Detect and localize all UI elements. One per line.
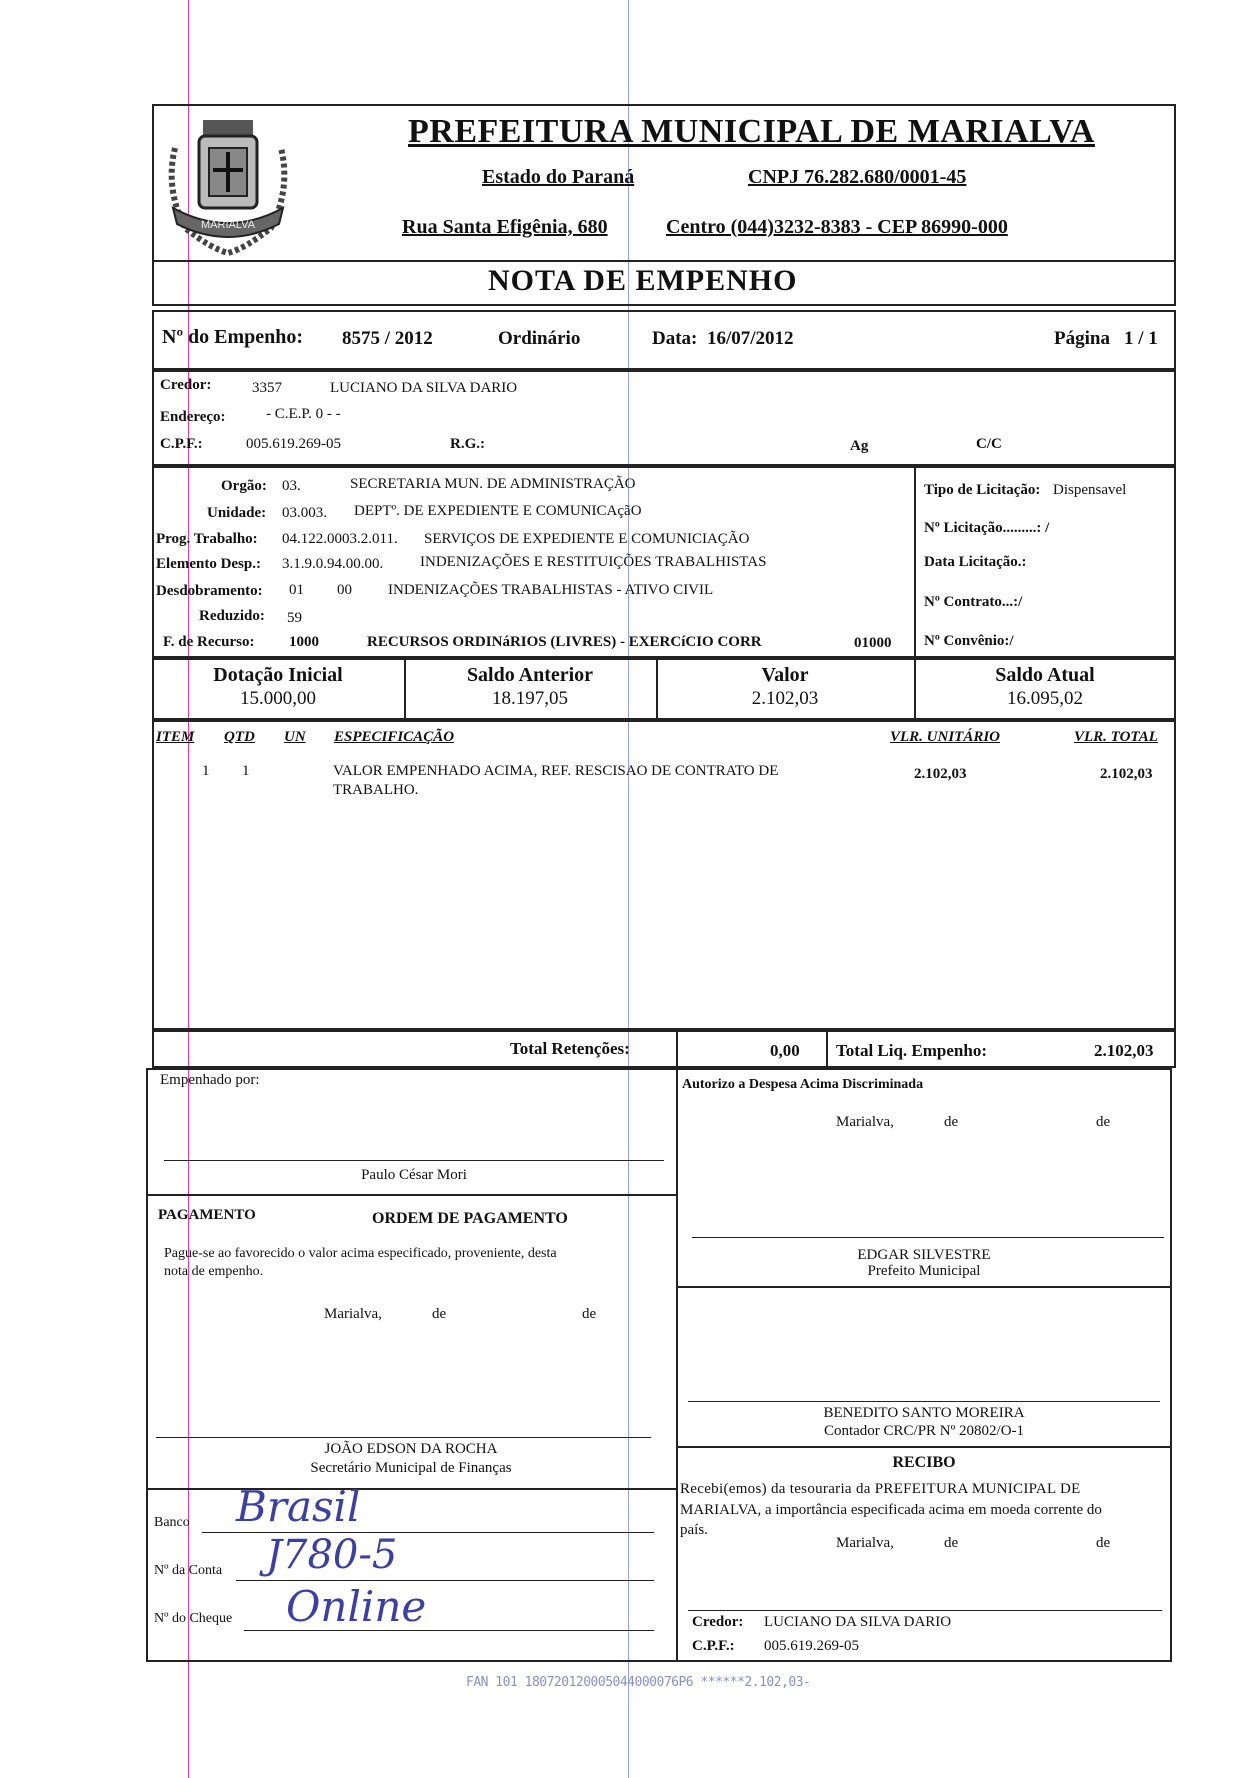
empenhado-por-name: Paulo César Mori xyxy=(361,1167,467,1183)
desdobramento-name: INDENIZAÇÕES TRABALHISTAS - ATIVO CIVIL xyxy=(388,582,714,598)
contador-signature-line xyxy=(688,1401,1160,1402)
cheque-label: Nº do Cheque xyxy=(154,1611,233,1626)
svg-text:MARIALVA: MARIALVA xyxy=(201,219,255,231)
pagamento-place: Marialva, xyxy=(324,1306,382,1322)
address-label: Endereço: xyxy=(160,409,226,425)
elemento-name: INDENIZAÇÕES E RESTITUIÇÕES TRABALHISTAS xyxy=(420,554,767,570)
tipo-licitacao-value: Dispensavel xyxy=(1053,482,1127,498)
empenho-number-label: Nº do Empenho: xyxy=(162,326,304,348)
footer-machine-code: FAN 101 180720120005044000076P6 ******2.102,03- xyxy=(466,1675,811,1690)
orgao-code: 03. xyxy=(282,478,301,494)
reduzido-value: 59 xyxy=(287,610,302,626)
address-value: - C.E.P. 0 - - xyxy=(266,406,341,422)
orgao-label: Orgão: xyxy=(221,478,267,494)
banco-label: Banco xyxy=(154,1515,190,1530)
state-name: Estado do Paraná xyxy=(482,166,635,188)
pagamento-label: PAGAMENTO xyxy=(158,1207,256,1223)
cheque-handwritten-value: Online xyxy=(286,1582,427,1631)
empenhado-signature-line xyxy=(164,1160,664,1161)
prog-trabalho-label: Prog. Trabalho: xyxy=(156,531,258,547)
col-un: UN xyxy=(284,729,306,745)
elemento-label: Elemento Desp.: xyxy=(156,556,261,572)
conta-label: Nº da Conta xyxy=(154,1563,223,1578)
autorizo-title: Autorizo a Despesa Acima Discriminada xyxy=(682,1077,924,1092)
retencoes-value: 0,00 xyxy=(770,1041,800,1060)
recibo-de2: de xyxy=(1096,1535,1111,1551)
contador-role: Contador CRC/PR Nº 20802/O-1 xyxy=(823,1423,1025,1439)
saldo-atual-value: 16.095,02 xyxy=(1007,688,1083,709)
col-qtd: QTD xyxy=(224,729,255,745)
reduzido-label: Reduzido: xyxy=(199,608,265,624)
recurso-code: 1000 xyxy=(289,634,319,650)
autorizo-de1: de xyxy=(944,1114,959,1130)
credor-code: 3357 xyxy=(252,380,282,396)
saldo-anterior-label: Saldo Anterior xyxy=(466,664,594,686)
elemento-code: 3.1.9.0.94.00.00. xyxy=(282,556,384,572)
empenho-type: Ordinário xyxy=(498,328,581,349)
desdobramento-label: Desdobramento: xyxy=(156,583,263,599)
valor-label: Valor xyxy=(761,664,809,686)
saldo-atual-label: Saldo Atual xyxy=(995,664,1095,686)
secretario-name: JOÃO EDSON DA ROCHA xyxy=(324,1441,498,1457)
pagamento-de1: de xyxy=(432,1306,447,1322)
recibo-credor-label: Credor: xyxy=(692,1614,744,1630)
ag-label: Ag xyxy=(850,438,869,454)
page-value: 1 / 1 xyxy=(1124,328,1158,349)
desdobramento-code2: 00 xyxy=(337,582,352,598)
pagamento-text-line2: nota de empenho. xyxy=(164,1264,264,1279)
licitacao-number: Nº Licitação.........: / xyxy=(924,520,1050,536)
document-title: NOTA DE EMPENHO xyxy=(488,264,798,297)
desdobramento-code1: 01 xyxy=(289,582,304,598)
recibo-text-line1: Recebi(emos) da tesouraria da PREFEITURA MUNICIPAL DE xyxy=(680,1481,1081,1497)
unidade-name: DEPTº. DE EXPEDIENTE E COMUNICAçãO xyxy=(354,503,642,519)
col-item: ITEM xyxy=(156,729,195,745)
contact-info: Centro (044)3232-8383 - CEP 86990-000 xyxy=(666,216,1008,238)
licitacao-date: Data Licitação.: xyxy=(924,554,1027,570)
recibo-text-line2: MARIALVA, a importância especificada acima em moeda corrente do xyxy=(680,1502,1102,1518)
recurso-name: RECURSOS ORDINáRIOS (LIVRES) - EXERCíCIO CORR xyxy=(367,634,762,650)
cc-label: C/C xyxy=(976,436,1002,452)
pagamento-text-line1: Pague-se ao favorecido o valor acima especificado, proveniente, desta xyxy=(164,1246,557,1261)
conta-handwritten-value: J780-5 xyxy=(266,1532,398,1578)
prog-trabalho-name: SERVIÇOS DE EXPEDIENTE E COMUNICIAÇÃO xyxy=(424,531,750,547)
unidade-label: Unidade: xyxy=(207,505,267,521)
row-qtd: 1 xyxy=(242,763,250,779)
date-value: 16/07/2012 xyxy=(707,328,794,349)
autorizo-de2: de xyxy=(1096,1114,1111,1130)
prefeito-role: Prefeito Municipal xyxy=(867,1263,981,1279)
valor-value: 2.102,03 xyxy=(751,688,819,709)
orgao-name: SECRETARIA MUN. DE ADMINISTRAÇÃO xyxy=(350,476,636,492)
secretario-role: Secretário Municipal de Finanças xyxy=(310,1460,512,1476)
cpf-label: C.P.F.: xyxy=(160,436,203,452)
banco-handwritten-value: Brasil xyxy=(236,1482,361,1531)
conta-line xyxy=(236,1580,654,1581)
total-liquido-value: 2.102,03 xyxy=(1094,1041,1154,1060)
pagamento-de2: de xyxy=(582,1306,597,1322)
ordem-pagamento-title: ORDEM DE PAGAMENTO xyxy=(372,1210,568,1227)
recurso-code2: 01000 xyxy=(854,635,892,651)
col-vlr-unitario: VLR. UNITÁRIO xyxy=(890,729,1001,745)
empenhado-por-label: Empenhado por: xyxy=(160,1072,260,1088)
totals-box xyxy=(152,1030,1176,1068)
recibo-de1: de xyxy=(944,1535,959,1551)
row-vlr-unitario: 2.102,03 xyxy=(914,766,967,782)
col-vlr-total: VLR. TOTAL xyxy=(1074,729,1158,745)
credor-label: Credor: xyxy=(160,377,212,393)
col-especificacao: ESPECIFICAÇÃO xyxy=(334,729,455,745)
saldo-anterior-value: 18.197,05 xyxy=(492,688,568,709)
contador-name: BENEDITO SANTO MOREIRA xyxy=(823,1405,1025,1421)
municipal-crest-logo xyxy=(155,108,301,258)
recibo-cpf-label: C.P.F.: xyxy=(692,1638,735,1654)
contrato-number: Nº Contrato...:/ xyxy=(924,594,1023,610)
total-liquido-label: Total Liq. Empenho: xyxy=(836,1041,987,1060)
recurso-label: F. de Recurso: xyxy=(163,634,255,650)
recibo-title: RECIBO xyxy=(892,1454,956,1471)
autorizo-place: Marialva, xyxy=(836,1114,894,1130)
prefeito-signature-line xyxy=(692,1237,1164,1238)
rg-label: R.G.: xyxy=(450,436,485,452)
prefeito-name: EDGAR SILVESTRE xyxy=(857,1247,991,1263)
row-vlr-total: 2.102,03 xyxy=(1100,766,1153,782)
empenho-number: 8575 / 2012 xyxy=(342,328,433,349)
dotacao-value: 15.000,00 xyxy=(240,688,316,709)
prog-trabalho-code: 04.122.0003.2.011. xyxy=(282,531,398,547)
recibo-signature-line xyxy=(688,1610,1162,1611)
recibo-credor-name: LUCIANO DA SILVA DARIO xyxy=(764,1614,952,1630)
page-title: PREFEITURA MUNICIPAL DE MARIALVA xyxy=(408,113,1095,150)
row-item: 1 xyxy=(202,763,210,779)
unidade-code: 03.003. xyxy=(282,505,327,521)
dotacao-label: Dotação Inicial xyxy=(213,664,343,686)
row-especificacao-line2: TRABALHO. xyxy=(333,782,419,798)
row-especificacao-line1: VALOR EMPENHADO ACIMA, REF. RESCISAO DE CONTRATO DE xyxy=(333,763,779,779)
recibo-cpf-value: 005.619.269-05 xyxy=(764,1638,859,1654)
page-label: Página xyxy=(1054,328,1110,349)
date-label: Data: xyxy=(652,328,698,349)
cnpj: CNPJ 76.282.680/0001-45 xyxy=(748,166,967,188)
address: Rua Santa Efigênia, 680 xyxy=(402,216,608,238)
credor-name: LUCIANO DA SILVA DARIO xyxy=(330,380,518,396)
retencoes-label: Total Retenções: xyxy=(510,1039,630,1058)
tipo-licitacao-label: Tipo de Licitação: xyxy=(924,482,1041,498)
recibo-text-line3: país. xyxy=(680,1522,708,1538)
secretario-signature-line xyxy=(156,1437,651,1438)
cpf-value: 005.619.269-05 xyxy=(246,436,341,452)
convenio-number: Nº Convênio:/ xyxy=(924,633,1014,649)
recibo-place: Marialva, xyxy=(836,1535,894,1551)
